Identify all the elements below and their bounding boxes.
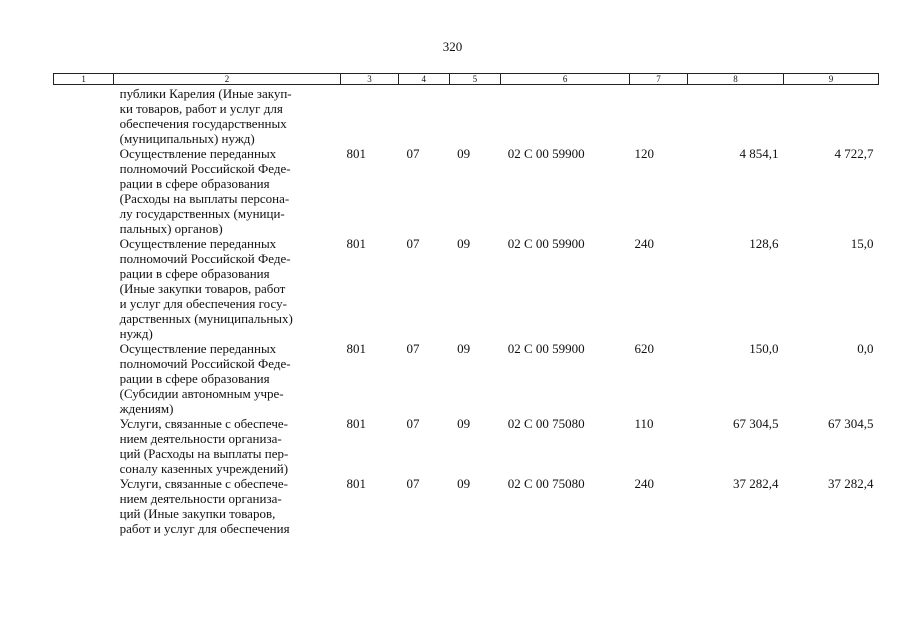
cell-expense-type: 240	[634, 236, 654, 251]
name-line: рации в сфере образования	[119, 176, 270, 191]
header-col-1: 1	[54, 74, 114, 85]
name-line: рации в сфере образования	[119, 266, 270, 281]
name-line: Осуществление переданных	[119, 146, 277, 161]
name-line: рации в сфере образования	[119, 371, 270, 386]
name-line: (муниципальных) нужд)	[119, 131, 255, 146]
name-line: (Расходы на выплаты персона-	[119, 191, 290, 206]
name-line: ций (Иные закупки товаров,	[119, 506, 276, 521]
cell-section: 07	[406, 416, 420, 431]
header-col-4: 4	[398, 74, 449, 85]
table-row	[54, 85, 879, 147]
name-line: полномочий Российской Феде-	[119, 356, 291, 371]
name-line: нием деятельности организа-	[119, 491, 282, 506]
cell-name	[114, 236, 341, 341]
name-line: работ и услуг для обеспечения	[119, 521, 290, 536]
header-col-7: 7	[629, 74, 687, 85]
cell-name	[114, 416, 341, 476]
cell-name	[114, 146, 341, 236]
cell-amount-1: 4 854,1	[739, 146, 779, 161]
cell-section: 07	[406, 476, 420, 491]
header-col-5: 5	[449, 74, 501, 85]
cell-target-article: 02 С 00 59900	[507, 341, 585, 356]
cell-subsection: 09	[457, 416, 471, 431]
cell-col-1	[54, 416, 114, 476]
cell-subsection	[449, 85, 501, 147]
cell-expense-type	[629, 85, 687, 147]
table-row	[54, 476, 879, 536]
cell-target-article: 02 С 00 75080	[507, 416, 585, 431]
name-line: и услуг для обеспечения госу-	[119, 296, 287, 311]
name-line: (Иные закупки товаров, работ	[119, 281, 286, 296]
table-row	[54, 146, 879, 236]
cell-amount-2: 4 722,7	[834, 146, 874, 161]
name-line: обеспечения государственных	[119, 116, 287, 131]
table-row	[54, 341, 879, 416]
cell-expense-type: 620	[634, 341, 654, 356]
table-row	[54, 236, 879, 341]
header-col-6: 6	[501, 74, 630, 85]
cell-amount-2: 0,0	[857, 341, 874, 356]
name-line: нужд)	[119, 326, 153, 341]
cell-col-1	[54, 236, 114, 341]
cell-expense-type: 120	[634, 146, 654, 161]
cell-amount-2: 37 282,4	[828, 476, 874, 491]
header-col-2: 2	[114, 74, 341, 85]
cell-amount-1	[687, 85, 783, 147]
cell-amount-1: 128,6	[749, 236, 779, 251]
name-line: Осуществление переданных	[119, 341, 277, 356]
header-col-8: 8	[687, 74, 783, 85]
cell-org-code: 801	[346, 146, 366, 161]
cell-org-code: 801	[346, 236, 366, 251]
cell-name	[114, 85, 341, 147]
name-line: полномочий Российской Феде-	[119, 251, 291, 266]
name-line: нием деятельности организа-	[119, 431, 282, 446]
cell-target-article: 02 С 00 75080	[507, 476, 585, 491]
cell-col-1	[54, 476, 114, 536]
table-header	[54, 74, 879, 85]
cell-name	[114, 341, 341, 416]
page-number: 320	[442, 39, 463, 54]
cell-amount-1: 67 304,5	[732, 416, 779, 431]
cell-amount-2	[783, 85, 878, 147]
name-line: публики Карелия (Иные закуп-	[119, 86, 292, 101]
header-col-3: 3	[340, 74, 398, 85]
cell-expense-type: 110	[634, 416, 654, 431]
name-line: ждениям)	[119, 401, 174, 416]
cell-org-code: 801	[346, 416, 366, 431]
header-col-9: 9	[783, 74, 878, 85]
cell-org-code: 801	[346, 476, 366, 491]
cell-expense-type: 240	[634, 476, 654, 491]
cell-org-code	[340, 85, 398, 147]
name-line: Осуществление переданных	[119, 236, 277, 251]
cell-subsection: 09	[457, 146, 471, 161]
cell-subsection: 09	[457, 236, 471, 251]
table-row	[54, 416, 879, 476]
cell-section: 07	[406, 341, 420, 356]
cell-amount-1: 150,0	[749, 341, 779, 356]
cell-col-1	[54, 146, 114, 236]
budget-table	[53, 73, 879, 536]
table-body	[54, 85, 879, 537]
name-line: пальных) органов)	[119, 221, 223, 236]
name-line: ки товаров, работ и услуг для	[119, 101, 283, 116]
cell-col-1	[54, 85, 114, 147]
cell-section: 07	[406, 236, 420, 251]
cell-name	[114, 476, 341, 536]
header-row	[54, 74, 879, 85]
name-line: (Субсидии автономным учре-	[119, 386, 284, 401]
cell-amount-2: 67 304,5	[828, 416, 874, 431]
cell-target-article	[501, 85, 630, 147]
name-line: Услуги, связанные с обеспече-	[119, 416, 288, 431]
name-line: Услуги, связанные с обеспече-	[119, 476, 288, 491]
cell-org-code: 801	[346, 341, 366, 356]
cell-amount-2: 15,0	[850, 236, 874, 251]
cell-target-article: 02 С 00 59900	[507, 146, 585, 161]
name-line: полномочий Российской Феде-	[119, 161, 291, 176]
name-line: лу государственных (муници-	[119, 206, 285, 221]
cell-subsection: 09	[457, 476, 471, 491]
cell-subsection: 09	[457, 341, 471, 356]
name-line: соналу казенных учреждений)	[119, 461, 289, 476]
cell-section	[398, 85, 449, 147]
cell-col-1	[54, 341, 114, 416]
cell-target-article: 02 С 00 59900	[507, 236, 585, 251]
cell-amount-1: 37 282,4	[732, 476, 779, 491]
name-line: ций (Расходы на выплаты пер-	[119, 446, 289, 461]
cell-section: 07	[406, 146, 420, 161]
name-line: дарственных (муниципальных)	[119, 311, 293, 326]
